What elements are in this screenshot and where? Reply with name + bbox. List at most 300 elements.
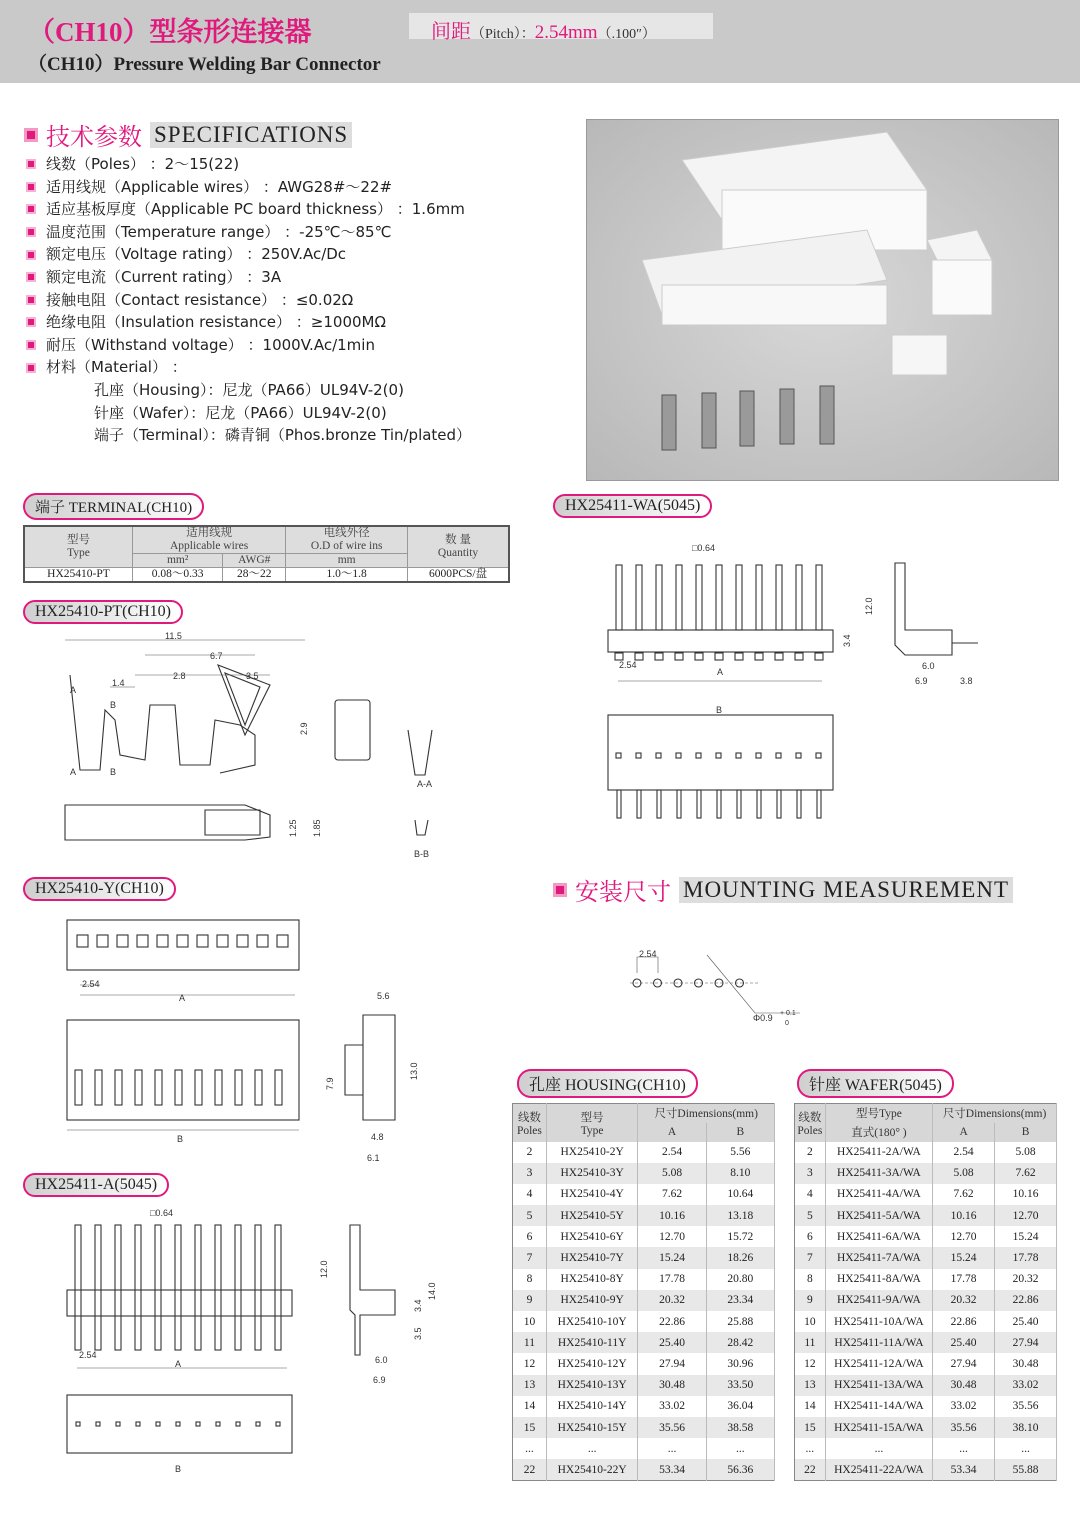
cell-type: HX25410-3Y — [546, 1163, 638, 1184]
pin-leg — [817, 790, 821, 818]
pin — [616, 565, 622, 630]
cell-dim-b: 55.88 — [995, 1459, 1057, 1480]
page-title-en: （CH10）Pressure Welding Bar Connector — [28, 54, 381, 75]
cell-dim-a: 30.48 — [933, 1375, 995, 1396]
dim-3-5: 3.5 — [246, 671, 259, 681]
th-wire — [132, 526, 285, 554]
cell-poles: 22 — [513, 1459, 547, 1480]
cell-dim-b: 23.34 — [706, 1290, 774, 1311]
cell-dim-b: 5.08 — [995, 1142, 1057, 1163]
housing-drawing — [55, 905, 455, 1165]
cell-type: HX25411-13A/WA — [825, 1375, 932, 1396]
spec-text: 额定电压（Voltage rating） ：250V.Ac/Dc — [46, 245, 347, 264]
square-bullet-icon — [26, 272, 36, 282]
contact-window — [257, 935, 268, 947]
wafer-section-label: 针座 WAFER(5045) — [797, 1069, 954, 1098]
dim-3-8: 3.8 — [960, 676, 973, 686]
cell-dim-a: 5.08 — [638, 1163, 706, 1184]
cell-poles: 8 — [513, 1269, 547, 1290]
cell-dim-a: 30.48 — [638, 1375, 706, 1396]
pin-leg — [717, 790, 721, 818]
cell-poles: 3 — [513, 1163, 547, 1184]
cell-type: HX25410-13Y — [546, 1375, 638, 1396]
th-type-en: Type — [67, 547, 90, 559]
cell-type: HX25411-3A/WA — [825, 1163, 932, 1184]
th-poles-en: Poles — [516, 1124, 542, 1137]
cell-type: HX25411-15A/WA — [825, 1417, 932, 1438]
section-aa-label: A-A — [417, 779, 433, 789]
dim-pin-square: □0.64 — [150, 1208, 173, 1218]
spec-text: 接触电阻（Contact resistance） ：≤0.02Ω — [46, 290, 354, 309]
cell-poles: 14 — [795, 1396, 826, 1417]
wa-section-label: HX25411-WA(5045) — [553, 494, 712, 518]
cell-poles: 5 — [513, 1205, 547, 1226]
cell-dim-b: 7.62 — [995, 1163, 1057, 1184]
pin-leg — [737, 790, 741, 818]
cell-poles: 14 — [513, 1396, 547, 1417]
specs-heading-en: SPECIFICATIONS — [150, 122, 352, 148]
cell-poles: 8 — [795, 1269, 826, 1290]
table-row — [795, 1205, 1057, 1226]
cell-type: HX25411-8A/WA — [825, 1269, 932, 1290]
cell-poles: 9 — [513, 1290, 547, 1311]
cell-dim-b: 25.88 — [706, 1311, 774, 1332]
cell-dim-a: 22.86 — [933, 1311, 995, 1332]
dim-6-1: 6.1 — [367, 1153, 380, 1163]
cell-poles: 11 — [795, 1332, 826, 1353]
square-bullet-icon — [26, 227, 36, 237]
cell-poles: 6 — [513, 1226, 547, 1247]
pin-hole — [156, 1422, 160, 1426]
cell-dim-a: 7.62 — [933, 1184, 995, 1205]
cell-dim-a: 35.56 — [638, 1417, 706, 1438]
pin-end — [655, 653, 663, 660]
table-row — [795, 1375, 1057, 1396]
cell-dim-b: 36.04 — [706, 1396, 774, 1417]
cell-dim-b: 20.32 — [995, 1269, 1057, 1290]
cell-dim-a: 2.54 — [638, 1142, 706, 1163]
square-bullet-icon — [26, 182, 36, 192]
cell-dim-b: 33.02 — [995, 1375, 1057, 1396]
cell-dim-a: 12.70 — [638, 1226, 706, 1247]
pin-hole — [76, 1422, 80, 1426]
cell-type: HX25411-6A/WA — [825, 1226, 932, 1247]
square-bullet-icon — [26, 204, 36, 214]
th-poles — [513, 1104, 547, 1142]
th-poles — [795, 1104, 826, 1142]
cell-poles: 6 — [795, 1226, 826, 1247]
section-a-top: A — [70, 685, 77, 695]
square-bullet-icon — [26, 295, 36, 305]
cell-dim-b: 18.26 — [706, 1247, 774, 1268]
dim-6-0: 6.0 — [375, 1355, 388, 1365]
table-row — [513, 1226, 775, 1247]
cell-poles: ... — [795, 1438, 826, 1459]
spec-list — [26, 153, 471, 447]
cell-mm2: 0.08～0.33 — [132, 568, 222, 583]
mounting-hole-pattern — [625, 945, 805, 1030]
cell-dim-b: 22.86 — [995, 1290, 1057, 1311]
spec-text: 适应基板厚度（Applicable PC board thickness） ：1.6mm — [46, 200, 465, 219]
housing-section-label: 孔座 HOUSING(CH10) — [517, 1069, 698, 1098]
pin-end — [695, 653, 703, 660]
square-bullet-icon — [26, 340, 36, 350]
cell-type: HX25411-22A/WA — [825, 1459, 932, 1480]
contact-window — [277, 935, 288, 947]
th-poles-cn: 线数 — [517, 1111, 541, 1124]
terminal-table — [23, 525, 510, 583]
pin — [215, 1225, 221, 1350]
cell-poles: ... — [513, 1438, 547, 1459]
pin-hole — [736, 753, 741, 758]
pin-hole — [616, 753, 621, 758]
dim-12-0: 12.0 — [864, 597, 874, 615]
cell-type: HX25410-15Y — [546, 1417, 638, 1438]
cell-poles: 2 — [795, 1142, 826, 1163]
dim-3-4: 3.4 — [842, 634, 852, 647]
cell-qty: 6000PCS/盘 — [408, 568, 509, 583]
terminal-section-label: 端子 TERMINAL(CH10) — [23, 493, 204, 520]
th-poles-en: Poles — [797, 1124, 823, 1137]
cell-poles: 10 — [795, 1311, 826, 1332]
th-dimensions: 尺寸Dimensions(mm) — [638, 1104, 775, 1123]
pin — [656, 565, 662, 630]
square-bullet-icon — [553, 883, 567, 897]
th-type-en: Type — [580, 1124, 604, 1137]
cell-dim-a: 5.08 — [933, 1163, 995, 1184]
cell-type: HX25411-12A/WA — [825, 1353, 932, 1374]
cell-dim-b: 15.72 — [706, 1226, 774, 1247]
spec-item — [26, 289, 471, 312]
table-row — [513, 1269, 775, 1290]
th-awg: AWG# — [223, 554, 286, 568]
pin — [95, 1225, 101, 1350]
cell-dim-b: 25.40 — [995, 1311, 1057, 1332]
th-dimensions: 尺寸Dimensions(mm) — [933, 1104, 1057, 1123]
table-row — [513, 1142, 775, 1163]
cell-dim-b: 5.56 — [706, 1142, 774, 1163]
section-bb-label: B-B — [414, 849, 430, 859]
th-a: A — [638, 1123, 706, 1142]
dim-4-8: 4.8 — [371, 1132, 384, 1142]
contact-window — [197, 935, 208, 947]
cell-dim-a: 53.34 — [933, 1459, 995, 1480]
table-row — [513, 1311, 775, 1332]
spec-text: 线数（Poles） ：2～15(22) — [46, 155, 240, 173]
cell-poles: 22 — [795, 1459, 826, 1480]
pin — [155, 1225, 161, 1350]
table-row — [795, 1332, 1057, 1353]
pitch-inch: （.100″） — [597, 27, 656, 42]
specs-heading-cn: 技术参数 — [46, 123, 142, 151]
cell-poles: 10 — [513, 1311, 547, 1332]
dim-6-9: 6.9 — [915, 676, 928, 686]
spec-item — [26, 176, 471, 199]
pin — [776, 565, 782, 630]
th-type — [24, 526, 132, 568]
spec-text: 材料（Material） ： — [46, 358, 187, 377]
table-row — [513, 1163, 775, 1184]
pin-hole — [716, 753, 721, 758]
th-wire-en: Applicable wires — [169, 540, 249, 552]
cell-poles: 4 — [513, 1184, 547, 1205]
th-od — [286, 526, 408, 554]
rib — [175, 1070, 182, 1105]
dim-14-0: 14.0 — [427, 1282, 437, 1300]
contact-window — [137, 935, 148, 947]
cell-type: HX25411-5A/WA — [825, 1205, 932, 1226]
material-item: 端子（Terminal）：磷青铜（Phos.bronze Tin/plated） — [94, 426, 472, 445]
pin-end — [795, 653, 803, 660]
th-od-mm: mm — [286, 554, 408, 568]
dim-3-4: 3.4 — [413, 1299, 423, 1312]
th-type-sub: 直式(180° ) — [825, 1123, 932, 1142]
cell-dim-a: 33.02 — [638, 1396, 706, 1417]
cell-type: HX25410-4Y — [546, 1184, 638, 1205]
cell-dim-a: 15.24 — [638, 1247, 706, 1268]
cell-poles: 15 — [795, 1417, 826, 1438]
th-qty-en: Quantity — [437, 547, 479, 559]
pin-end — [635, 653, 643, 660]
cell-dim-b: 33.50 — [706, 1375, 774, 1396]
cell-dim-b: 10.64 — [706, 1184, 774, 1205]
table-row — [795, 1353, 1057, 1374]
table-row — [513, 1375, 775, 1396]
dim-b: B — [175, 1464, 182, 1474]
pin-leg — [777, 790, 781, 818]
cell-dim-b: 35.56 — [995, 1396, 1057, 1417]
pin — [135, 1225, 141, 1350]
spec-text: 温度范围（Temperature range） ：-25℃～85℃ — [46, 222, 392, 241]
housing-table — [512, 1103, 775, 1481]
pin — [75, 1225, 81, 1350]
pin — [255, 1225, 261, 1350]
pin-hole — [276, 1422, 280, 1426]
connector-photo-illustration — [587, 120, 1060, 482]
cell-type: HX25410-12Y — [546, 1353, 638, 1374]
table-row — [513, 1396, 775, 1417]
cell-dim-b: 30.96 — [706, 1353, 774, 1374]
spec-item — [26, 243, 471, 266]
pin-leg — [657, 790, 661, 818]
cell-dim-a: 10.16 — [638, 1205, 706, 1226]
cell-dim-a: 33.02 — [933, 1396, 995, 1417]
pin-leg — [617, 790, 621, 818]
spec-text: 绝缘电阻（Insulation resistance） ：≥1000MΩ — [46, 313, 386, 332]
pin-leg — [677, 790, 681, 818]
cell-type: HX25410-11Y — [546, 1332, 638, 1353]
pin-end — [735, 653, 743, 660]
square-bullet-icon — [26, 317, 36, 327]
table-row — [513, 1353, 775, 1374]
spec-item — [26, 311, 471, 334]
pin-end — [675, 653, 683, 660]
table-row — [513, 1332, 775, 1353]
cell-dim-a: ... — [933, 1438, 995, 1459]
spec-item — [26, 334, 471, 357]
cell-poles: 4 — [795, 1184, 826, 1205]
cell-type: HX25411-4A/WA — [825, 1184, 932, 1205]
dim-2-9: 2.9 — [299, 722, 309, 735]
square-bullet-icon — [26, 159, 36, 169]
cell-dim-b: 38.58 — [706, 1417, 774, 1438]
th-type: 型号Type — [825, 1104, 932, 1123]
pin-leg — [757, 790, 761, 818]
pt-section-label: HX25410-PT(CH10) — [23, 600, 183, 624]
cell-type: HX25410-2Y — [546, 1142, 638, 1163]
th-b: B — [995, 1123, 1057, 1142]
rib — [155, 1070, 162, 1105]
pin-hole — [236, 1422, 240, 1426]
pitch-label-cn: 间距 — [431, 21, 471, 43]
pitch-value: 2.54mm — [534, 22, 598, 43]
pin-hole — [756, 753, 761, 758]
spec-item — [26, 266, 471, 289]
th-wire-cn: 适用线规 — [186, 527, 233, 539]
table-row — [795, 1226, 1057, 1247]
rib — [135, 1070, 142, 1105]
pin — [676, 565, 682, 630]
dim-pin-square: □0.64 — [692, 543, 715, 553]
th-a: A — [933, 1123, 995, 1142]
cell-dim-a: 17.78 — [638, 1269, 706, 1290]
table-row — [795, 1396, 1057, 1417]
pin-end — [815, 653, 823, 660]
pin-leg — [697, 790, 701, 818]
table-row — [795, 1311, 1057, 1332]
product-photo — [586, 119, 1059, 481]
dim-b: B — [716, 705, 723, 715]
cell-poles: 12 — [795, 1353, 826, 1374]
table-row — [513, 1184, 775, 1205]
cell-dim-a: 17.78 — [933, 1269, 995, 1290]
cell-dim-a: 15.24 — [933, 1247, 995, 1268]
table-row — [795, 1438, 1057, 1459]
pin-hole — [176, 1422, 180, 1426]
dim-b: B — [177, 1134, 184, 1144]
cell-od: 1.0～1.8 — [286, 568, 408, 583]
cell-dim-a: 7.62 — [638, 1184, 706, 1205]
mounting-heading-cn: 安装尺寸 — [575, 878, 671, 906]
dim-12-0: 12.0 — [319, 1260, 329, 1278]
pin-hole — [116, 1422, 120, 1426]
dim-1-85: 1.85 — [312, 819, 322, 837]
mounting-heading — [553, 872, 1013, 907]
dim-pitch: 2.54 — [79, 1350, 97, 1360]
cell-dim-b: ... — [995, 1438, 1057, 1459]
pin-hole — [816, 753, 821, 758]
cell-type: HX25411-11A/WA — [825, 1332, 932, 1353]
dim-a: A — [179, 993, 186, 1003]
cell-dim-a: 27.94 — [933, 1353, 995, 1374]
cell-poles: 5 — [795, 1205, 826, 1226]
cell-poles: 15 — [513, 1417, 547, 1438]
pitch-label-en: （Pitch）： — [471, 27, 535, 42]
pin — [235, 1225, 241, 1350]
cell-poles: 7 — [513, 1247, 547, 1268]
contact-window — [237, 935, 248, 947]
cell-type: HX25410-22Y — [546, 1459, 638, 1480]
table-row — [795, 1290, 1057, 1311]
cell-dim-b: 17.78 — [995, 1247, 1057, 1268]
cell-poles: 12 — [513, 1353, 547, 1374]
pin — [816, 565, 822, 630]
square-bullet-icon — [26, 250, 36, 260]
section-b-top: B — [110, 700, 117, 710]
cell-dim-b: ... — [706, 1438, 774, 1459]
cell-dim-b: 8.10 — [706, 1163, 774, 1184]
cell-dim-b: 38.10 — [995, 1417, 1057, 1438]
cell-type: ... — [546, 1438, 638, 1459]
cell-dim-a: 25.40 — [933, 1332, 995, 1353]
cell-dim-b: 10.16 — [995, 1184, 1057, 1205]
pin — [636, 565, 642, 630]
a-section-label: HX25411-A(5045) — [23, 1173, 169, 1197]
contact-window — [177, 935, 188, 947]
cell-dim-a: 27.94 — [638, 1353, 706, 1374]
pin — [716, 565, 722, 630]
mounting-heading-en: MOUNTING MEASUREMENT — [679, 877, 1013, 903]
dim-a: A — [175, 1359, 182, 1369]
pin-hole — [796, 753, 801, 758]
spec-item — [26, 153, 471, 176]
cell-poles: 3 — [795, 1163, 826, 1184]
dim-1-25: 1.25 — [288, 819, 298, 837]
hole-diameter: Φ0.9 — [753, 1013, 773, 1023]
square-bullet-icon — [24, 128, 38, 142]
pin-hole — [216, 1422, 220, 1426]
cell-type: HX25411-10A/WA — [825, 1311, 932, 1332]
table-row — [513, 1247, 775, 1268]
wafer-wa-drawing — [600, 535, 1000, 825]
cell-dim-b: 30.48 — [995, 1353, 1057, 1374]
rib — [235, 1070, 242, 1105]
cell-dim-a: 20.32 — [638, 1290, 706, 1311]
spec-text: 额定电流（Current rating） ：3A — [46, 267, 282, 286]
cell-dim-a: 25.40 — [638, 1332, 706, 1353]
page-title-cn: （CH10）型条形连接器 — [28, 17, 312, 47]
pin-hole — [776, 753, 781, 758]
dim-pitch: 2.54 — [82, 979, 100, 989]
pin-hole — [636, 753, 641, 758]
cell-type: HX25411-7A/WA — [825, 1247, 932, 1268]
dim-3-5: 3.5 — [413, 1327, 423, 1340]
rib — [95, 1070, 102, 1105]
contact-window — [97, 935, 108, 947]
dim-5-6: 5.6 — [377, 991, 390, 1001]
dim-pitch: 2.54 — [619, 660, 637, 670]
material-item: 针座（Wafer）：尼龙（PA66）UL94V-2(0) — [94, 403, 387, 422]
cell-type: HX25410-8Y — [546, 1269, 638, 1290]
spec-item — [26, 356, 471, 379]
pin — [756, 565, 762, 630]
table-row — [795, 1163, 1057, 1184]
spec-text: 适用线规（Applicable wires） ：AWG28#～22# — [46, 177, 393, 196]
cell-dim-a: 22.86 — [638, 1311, 706, 1332]
cell-type: HX25411-14A/WA — [825, 1396, 932, 1417]
cell-dim-a: 12.70 — [933, 1226, 995, 1247]
dim-13-0: 13.0 — [409, 1062, 419, 1080]
contact-window — [117, 935, 128, 947]
cell-dim-a: 53.34 — [638, 1459, 706, 1480]
pin-end — [755, 653, 763, 660]
cell-awg: 28～22 — [223, 568, 286, 583]
table-row — [513, 1438, 775, 1459]
dim-6-0: 6.0 — [922, 661, 935, 671]
cell-dim-b: 13.18 — [706, 1205, 774, 1226]
section-a-bottom: A — [70, 767, 77, 777]
pin-hole — [656, 753, 661, 758]
